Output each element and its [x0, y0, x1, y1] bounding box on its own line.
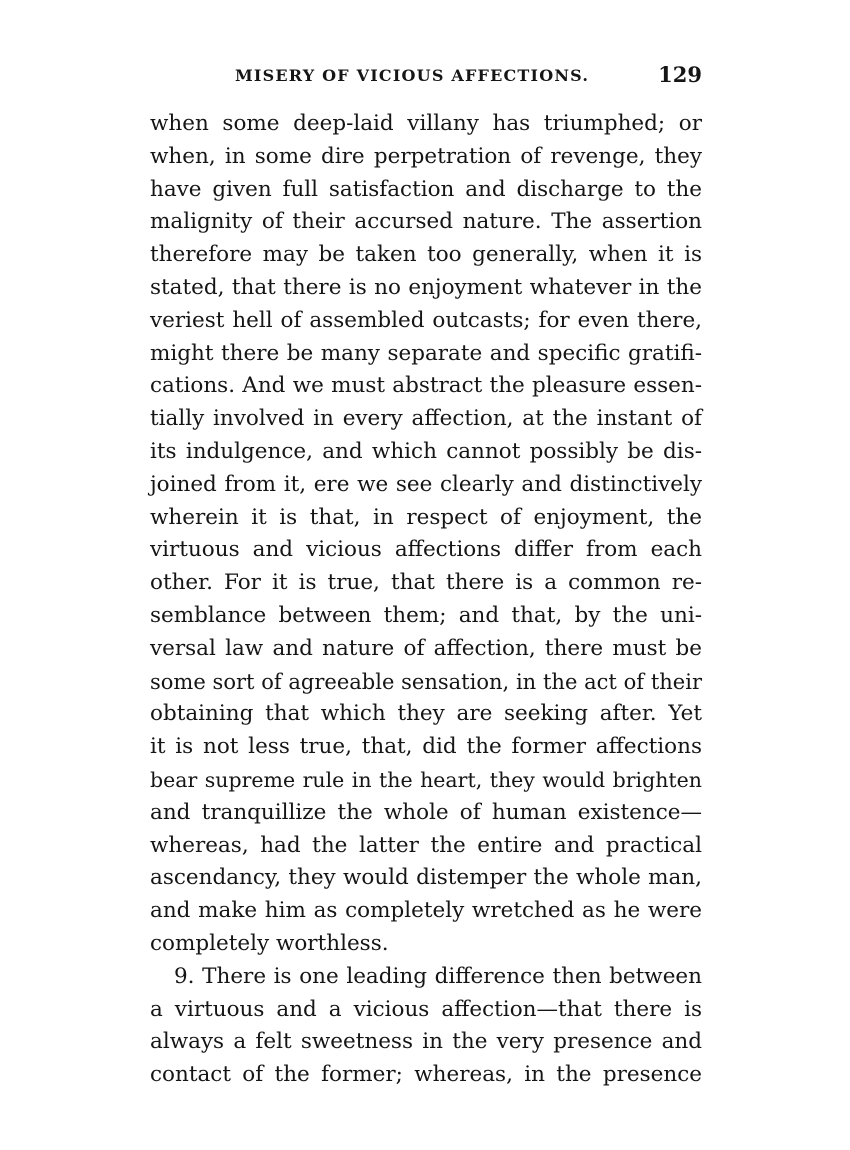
text-line: when, in some dire perpetration of revenge, they — [150, 143, 702, 169]
text-line: wherein it is that, in respect of enjoyment, the — [150, 504, 702, 530]
body-text — [150, 108, 702, 1092]
text-line: and make him as completely wretched as he were — [150, 898, 702, 924]
text-line: cations. And we must abstract the pleasure essen- — [150, 373, 702, 399]
text-line: semblance between them; and that, by the uni- — [150, 602, 702, 628]
text-line: have given full satisfaction and discharge to the — [150, 176, 702, 202]
page-header — [150, 58, 702, 98]
text-line: completely worthless. — [150, 930, 389, 956]
text-line: always a felt sweetness in the very presence and — [150, 1029, 702, 1055]
page-number: 129 — [658, 62, 702, 87]
text-line: stated, that there is no enjoyment whatever in the — [150, 274, 702, 300]
text-line: therefore may be taken too generally, when it is — [150, 242, 702, 268]
text-line: whereas, had the latter the entire and practical — [150, 832, 702, 858]
text-line: and tranquillize the whole of human existence— — [150, 799, 702, 825]
text-line: contact of the former; whereas, in the presence — [150, 1062, 702, 1088]
text-line: a virtuous and a vicious affection—that there is — [150, 996, 702, 1022]
text-line: ascendancy, they would distemper the whole man, — [150, 865, 702, 891]
text-line: joined from it, ere we see clearly and distinctively — [150, 471, 702, 497]
text-line: other. For it is true, that there is a common re- — [150, 570, 702, 596]
text-line: it is not less true, that, did the former affections — [150, 734, 702, 760]
text-line: virtuous and vicious affections differ from each — [150, 537, 702, 563]
text-line: obtaining that which they are seeking after. Yet — [150, 701, 702, 727]
text-line: might there be many separate and specific gratifi- — [150, 340, 702, 366]
text-line: when some deep-laid villany has triumphed; or — [150, 111, 702, 136]
text-line: versal law and nature of affection, there must be — [150, 635, 702, 661]
text-line: malignity of their accursed nature. The assertion — [150, 209, 702, 235]
text-line: veriest hell of assembled outcasts; for even there, — [150, 307, 702, 333]
text-line: tially involved in every affection, at the instant of — [150, 406, 702, 432]
paragraph-start-line: 9. There is one leading difference then between — [174, 963, 702, 989]
running-head: MISERY OF VICIOUS AFFECTIONS. — [235, 66, 590, 85]
text-line: bear supreme rule in the heart, they would brighten — [150, 767, 702, 792]
text-line: its indulgence, and which cannot possibly be dis- — [150, 438, 702, 464]
text-line: some sort of agreeable sensation, in the act of their — [150, 669, 702, 694]
